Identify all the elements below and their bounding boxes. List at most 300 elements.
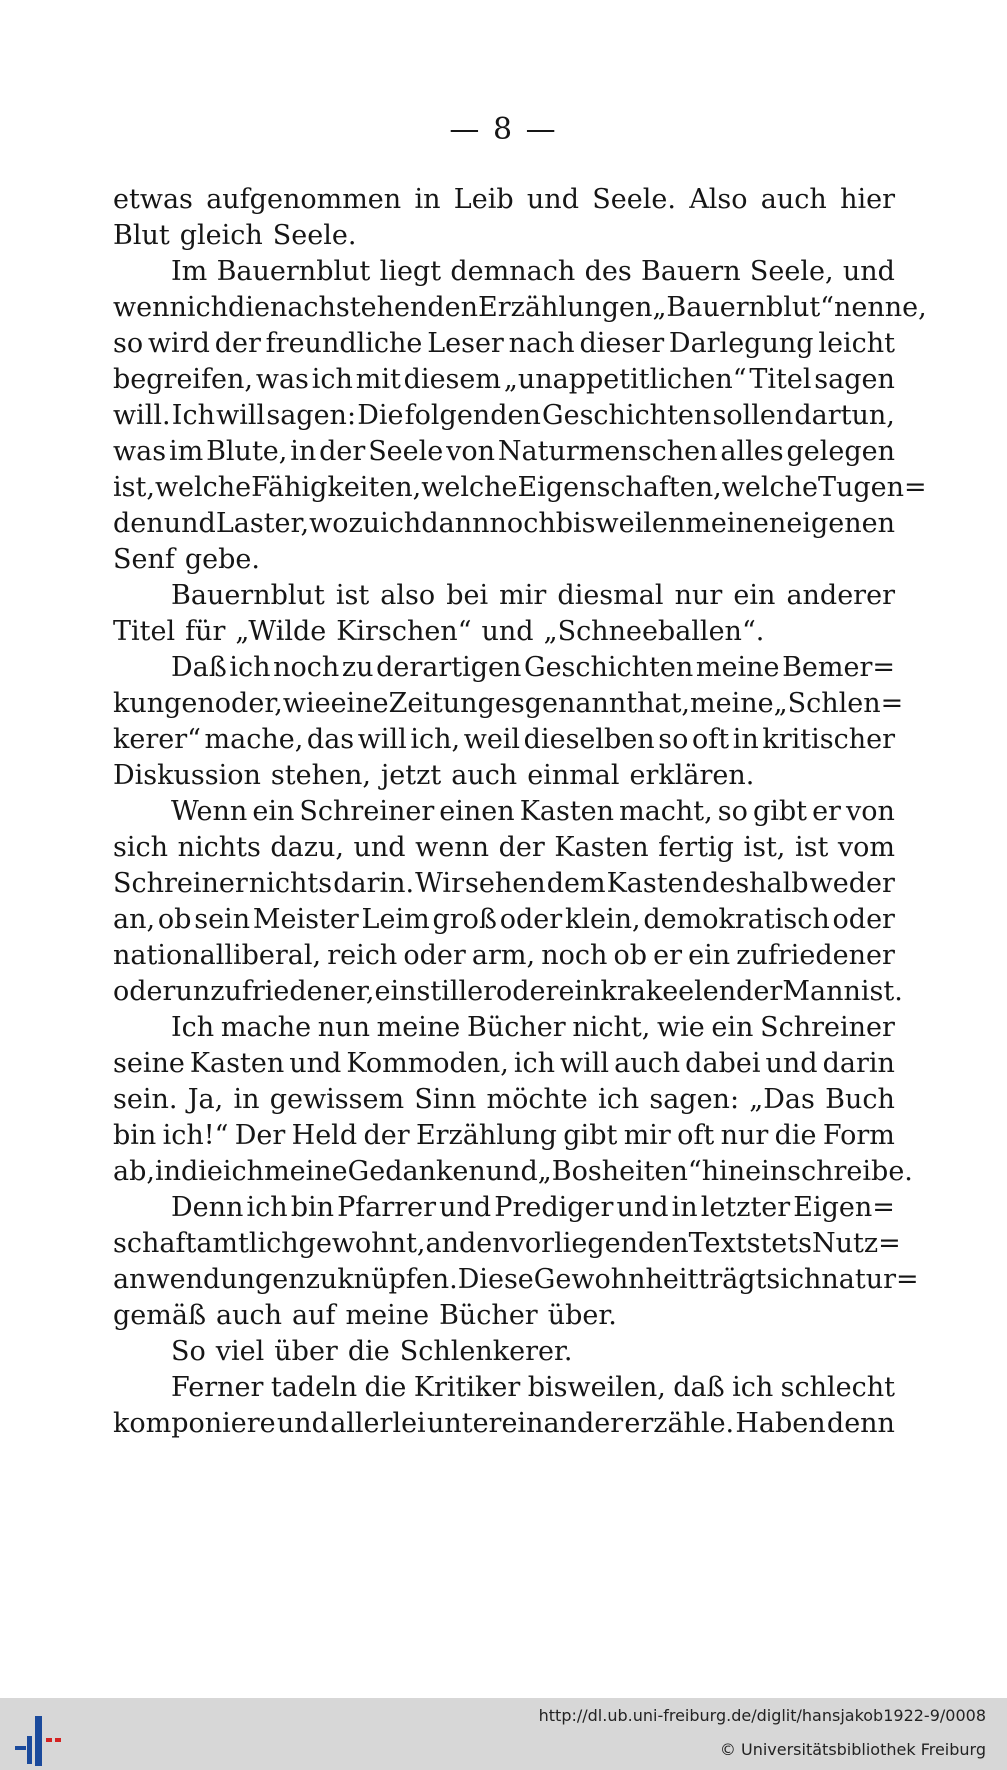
word: ich: [597, 1084, 640, 1115]
word: genannt: [524, 688, 638, 719]
word: mit: [355, 364, 401, 395]
word: Kirschen“: [336, 616, 472, 647]
word: sein.: [113, 1084, 178, 1115]
word: Buch: [825, 1084, 895, 1115]
word: von: [846, 796, 895, 827]
word: Bauern: [641, 256, 741, 287]
word: über.: [547, 1300, 617, 1331]
word: kungen: [113, 688, 215, 719]
footer-url[interactable]: http://dl.ub.uni-freiburg.de/diglit/hansjakob1922-9/0008: [538, 1706, 986, 1725]
word: Erzählungen: [478, 292, 653, 323]
word: der: [214, 328, 261, 359]
word: dabei: [685, 1048, 761, 1079]
word: sich: [766, 1264, 822, 1295]
word: nenne,: [834, 292, 927, 323]
word: meine: [376, 1012, 461, 1043]
word: weil: [463, 724, 521, 755]
text-line: [113, 974, 903, 1010]
word: nichts: [177, 832, 261, 863]
word: Kasten: [519, 796, 615, 827]
word: gewohnt,: [298, 1228, 426, 1259]
word: Ferner: [171, 1372, 264, 1403]
word: Pfarrer: [337, 1192, 437, 1223]
word: und: [616, 1192, 669, 1223]
word: erklären.: [629, 760, 755, 791]
word: ist: [335, 580, 370, 611]
word: gelegen: [786, 436, 895, 467]
word: klein,: [565, 904, 641, 935]
word: Titel: [113, 616, 176, 647]
word: wozu: [309, 508, 381, 539]
word: und: [163, 508, 216, 539]
word: liegt: [379, 256, 442, 287]
word: diesem: [403, 364, 501, 395]
word: nun: [317, 1012, 370, 1043]
word: ich: [186, 292, 229, 323]
word: und: [289, 1048, 342, 1079]
word: sich: [113, 832, 169, 863]
word: begreifen,: [113, 364, 254, 395]
word: auch: [614, 1048, 681, 1079]
word: Blut: [113, 220, 170, 251]
word: Held: [291, 1120, 358, 1151]
word: Zeitung: [388, 688, 495, 719]
word: oder: [113, 976, 176, 1007]
word: er: [812, 796, 841, 827]
word: will.: [113, 400, 171, 431]
word: hier: [840, 184, 895, 215]
word: welche: [154, 472, 252, 503]
word: deshalb: [702, 868, 809, 899]
word: in: [233, 1084, 260, 1115]
word: an,: [113, 904, 156, 935]
text-line: [113, 938, 895, 974]
word: ich: [380, 508, 422, 539]
word: macht,: [619, 796, 713, 827]
word: darin: [822, 1048, 895, 1079]
word: ein: [558, 976, 601, 1007]
word: letzter: [700, 1192, 791, 1223]
footer-copyright: © Universitätsbibliothek Freiburg: [719, 1740, 986, 1759]
word: es: [494, 688, 525, 719]
text-line: [113, 1334, 895, 1370]
word: Seele,: [749, 256, 834, 287]
word: bisweilen: [555, 508, 686, 539]
word: oft: [692, 724, 730, 755]
word: meinen: [685, 508, 787, 539]
word: ich: [311, 364, 353, 395]
word: gibt: [563, 1120, 618, 1151]
word: ob: [613, 940, 648, 971]
ub-freiburg-logo-icon: [14, 1716, 64, 1766]
word: Bauernblut: [216, 256, 371, 287]
word: diesmal: [557, 580, 664, 611]
word: alles: [720, 436, 784, 467]
text-line: [113, 1046, 895, 1082]
word: demnach: [450, 256, 576, 287]
word: bin: [113, 1120, 157, 1151]
word: ich: [229, 652, 271, 683]
word: ist.: [860, 976, 903, 1007]
text-line: [113, 434, 895, 470]
word: gebe.: [184, 544, 260, 575]
word: mache: [220, 1012, 312, 1043]
word: amtlich: [196, 1228, 299, 1259]
word: Seele: [368, 436, 444, 467]
text-line: [113, 326, 895, 362]
word: für: [185, 616, 226, 647]
word: dieser: [579, 328, 665, 359]
word: Schreiner: [113, 868, 248, 899]
text-line: [113, 1190, 895, 1226]
word: ich: [246, 1192, 288, 1223]
word: komponiere: [113, 1408, 276, 1439]
word: auf: [292, 1300, 336, 1331]
text-line: [113, 1298, 895, 1334]
word: Kasten: [189, 1048, 285, 1079]
word: So: [171, 1336, 206, 1367]
word: meine: [690, 688, 774, 719]
word: und: [276, 1408, 329, 1439]
word: untereinander: [426, 1408, 624, 1439]
text-line: [113, 182, 895, 218]
word: knüpfen.: [337, 1264, 458, 1295]
word: leicht: [818, 328, 895, 359]
word: Eigen=: [793, 1192, 895, 1223]
word: bin: [290, 1192, 335, 1223]
word: oft: [677, 1120, 715, 1151]
text-line: [113, 650, 895, 686]
word: oder: [496, 976, 559, 1007]
word: ist,: [743, 832, 786, 863]
word: wenn: [415, 832, 490, 863]
text-line: [113, 758, 895, 794]
word: Tugen=: [817, 472, 927, 503]
word: Eigenschaften,: [517, 472, 722, 503]
word: Titel: [749, 364, 812, 395]
word: Diese: [457, 1264, 534, 1295]
word: Prediger: [494, 1192, 614, 1223]
word: stiller: [416, 976, 497, 1007]
word: möchte: [486, 1084, 588, 1115]
word: dieselben: [523, 724, 655, 755]
word: nationalliberal,: [113, 940, 322, 971]
word: zu: [305, 1264, 338, 1295]
word: stets: [746, 1228, 812, 1259]
word: dem: [546, 868, 606, 899]
text-line: [113, 290, 927, 326]
word: Laster,: [215, 508, 310, 539]
word: „Bosheiten“: [537, 1156, 702, 1187]
word: des: [584, 256, 632, 287]
word: kritischer: [762, 724, 895, 755]
word: auch: [760, 184, 827, 215]
word: ich: [222, 1156, 265, 1187]
word: an: [425, 1228, 459, 1259]
word: oder: [832, 904, 895, 935]
word: sehen: [465, 868, 546, 899]
word: will: [216, 400, 266, 431]
word: Seele.: [592, 184, 676, 215]
word: ein: [733, 580, 776, 611]
word: mir: [623, 1120, 671, 1151]
word: den: [113, 508, 164, 539]
text-line: [113, 722, 895, 758]
word: darin.: [333, 868, 415, 899]
word: eine: [330, 688, 389, 719]
text-line: [113, 866, 895, 902]
word: Schreiner: [299, 796, 435, 827]
word: trägt: [698, 1264, 767, 1295]
word: Also: [689, 184, 748, 215]
word: Gewohnheit: [533, 1264, 699, 1295]
word: Seele.: [272, 220, 357, 251]
word: in: [290, 436, 317, 467]
word: sollen: [712, 400, 794, 431]
text-line: [113, 686, 904, 722]
word: also: [380, 580, 436, 611]
word: so: [717, 796, 748, 827]
word: noch: [541, 940, 608, 971]
word: Die: [357, 400, 404, 431]
word: Ich: [171, 1012, 215, 1043]
word: Ich: [171, 400, 215, 431]
word: Senf: [113, 544, 175, 575]
word: anwendungen: [113, 1264, 306, 1295]
word: ab,: [113, 1156, 155, 1187]
word: Ja,: [187, 1084, 224, 1115]
word: welche: [721, 472, 818, 503]
word: erzähle.: [624, 1408, 735, 1439]
word: nur: [674, 580, 723, 611]
word: eigenen: [786, 508, 895, 539]
word: sagen:: [649, 1084, 740, 1115]
word: „Das: [749, 1084, 815, 1115]
word: Wenn: [171, 796, 248, 827]
word: Fähigkeiten,: [251, 472, 422, 503]
text-line: [113, 1118, 895, 1154]
word: der: [363, 1120, 410, 1151]
word: demokratisch: [643, 904, 830, 935]
word: zufriedener: [736, 940, 895, 971]
word: fertig: [658, 832, 734, 863]
text-line: [113, 362, 895, 398]
word: oder: [499, 904, 563, 935]
word: Kommoden,: [346, 1048, 509, 1079]
word: Leser: [427, 328, 504, 359]
word: allerlei: [330, 1408, 426, 1439]
word: in: [671, 1192, 698, 1223]
word: wie: [656, 1012, 705, 1043]
word: dartun,: [794, 400, 895, 431]
word: Leib: [453, 184, 514, 215]
word: im: [168, 436, 204, 467]
word: die: [347, 1336, 390, 1367]
word: einmal: [527, 760, 620, 791]
word: ist: [794, 832, 829, 863]
word: gleich: [179, 220, 263, 251]
word: von: [446, 436, 496, 467]
word: Daß: [171, 652, 227, 683]
word: Bemer=: [782, 652, 895, 683]
word: Erzählung: [415, 1120, 557, 1151]
word: ich: [513, 1048, 555, 1079]
word: ich,: [410, 724, 461, 755]
word: und: [353, 832, 406, 863]
word: hineinschreibe.: [701, 1156, 913, 1187]
word: ist,: [113, 472, 155, 503]
word: groß: [432, 904, 497, 935]
word: nach: [508, 328, 575, 359]
word: Bücher: [439, 1300, 538, 1331]
word: natur=: [821, 1264, 919, 1295]
text-line: [113, 1082, 895, 1118]
word: schaft: [113, 1228, 197, 1259]
word: Haben: [735, 1408, 826, 1439]
word: ein: [374, 976, 417, 1007]
word: Im: [171, 256, 208, 287]
word: vom: [837, 832, 895, 863]
word: was: [113, 436, 167, 467]
word: ein: [711, 1012, 754, 1043]
word: Text: [688, 1228, 747, 1259]
word: das: [306, 724, 355, 755]
text-line: [113, 1262, 919, 1298]
word: und: [485, 1156, 538, 1187]
word: daß: [673, 1372, 725, 1403]
word: Form: [822, 1120, 895, 1151]
word: Denn: [171, 1192, 244, 1223]
word: gibt: [752, 796, 808, 827]
word: nicht,: [572, 1012, 651, 1043]
word: stehen,: [270, 760, 371, 791]
word: und: [842, 256, 895, 287]
word: gewissem: [269, 1084, 405, 1115]
word: derartigen: [376, 652, 522, 683]
word: jetzt: [380, 760, 442, 791]
word: nichts: [248, 868, 333, 899]
word: über: [274, 1336, 338, 1367]
text-line: [113, 1010, 895, 1046]
word: Leim: [361, 904, 430, 935]
word: Bauernblut: [171, 580, 325, 611]
word: der: [319, 436, 366, 467]
word: Blute,: [206, 436, 288, 467]
word: Meister: [252, 904, 359, 935]
word: Schreiner: [760, 1012, 895, 1043]
word: reich: [327, 940, 398, 971]
word: wenn: [113, 292, 187, 323]
word: noch: [273, 652, 340, 683]
text-line: [113, 398, 895, 434]
word: Nutz=: [811, 1228, 901, 1259]
word: aufgenommen: [206, 184, 402, 215]
footer-bar: [0, 1698, 1007, 1770]
word: schlecht: [780, 1372, 895, 1403]
word: seine: [113, 1048, 185, 1079]
word: meine: [695, 652, 780, 683]
word: ich!“: [162, 1120, 229, 1151]
word: die: [774, 1120, 817, 1151]
word: und: [526, 184, 579, 215]
text-line: [113, 1154, 913, 1190]
word: bei: [446, 580, 489, 611]
text-line: [113, 902, 895, 938]
word: meine: [345, 1300, 430, 1331]
word: so: [658, 724, 689, 755]
text-line: [113, 1226, 901, 1262]
word: so: [113, 328, 144, 359]
word: ich: [732, 1372, 774, 1403]
word: in: [414, 184, 441, 215]
word: anderer: [786, 580, 895, 611]
word: und: [439, 1192, 492, 1223]
word: und: [765, 1048, 818, 1079]
text-line: [113, 1370, 895, 1406]
word: vorliegenden: [509, 1228, 689, 1259]
body-text: [113, 182, 927, 1442]
word: und: [481, 616, 534, 647]
word: ein: [252, 796, 295, 827]
word: kerer“: [113, 724, 201, 755]
word: folgenden: [404, 400, 541, 431]
word: den: [459, 1228, 510, 1259]
word: sagen: [814, 364, 895, 395]
word: dazu,: [270, 832, 344, 863]
text-line: [113, 470, 927, 506]
word: was: [255, 364, 309, 395]
word: welche: [421, 472, 518, 503]
word: Geschichten: [524, 652, 694, 683]
word: Kasten: [606, 868, 701, 899]
word: etwas: [113, 184, 193, 215]
word: die: [228, 292, 270, 323]
word: die: [181, 1156, 223, 1187]
word: wie: [282, 688, 331, 719]
text-line: [113, 218, 895, 254]
text-line: [113, 542, 895, 578]
word: Kritiker: [413, 1372, 521, 1403]
word: sein: [194, 904, 251, 935]
word: Darlegung: [668, 328, 814, 359]
word: einen: [439, 796, 515, 827]
word: Naturmenschen: [497, 436, 718, 467]
text-line: [113, 794, 895, 830]
text-line: [113, 830, 895, 866]
word: Diskussion: [113, 760, 261, 791]
word: arm,: [471, 940, 536, 971]
text-line: [113, 506, 895, 542]
word: meine: [264, 1156, 348, 1187]
word: weder: [809, 868, 895, 899]
word: die: [364, 1372, 407, 1403]
word: auch: [216, 1300, 282, 1331]
word: mir: [499, 580, 547, 611]
page-number: — 8 —: [449, 112, 558, 147]
word: gemäß: [113, 1300, 206, 1331]
word: Bücher: [466, 1012, 566, 1043]
word: wird: [147, 328, 210, 359]
word: will: [357, 724, 407, 755]
word: Gedanken: [347, 1156, 486, 1187]
word: nachstehenden: [269, 292, 479, 323]
text-line: [113, 254, 895, 290]
word: Sinn: [414, 1084, 477, 1115]
text-line: [113, 1406, 895, 1442]
word: „Schneeballen“.: [543, 616, 765, 647]
word: mache,: [204, 724, 304, 755]
word: er: [653, 940, 683, 971]
